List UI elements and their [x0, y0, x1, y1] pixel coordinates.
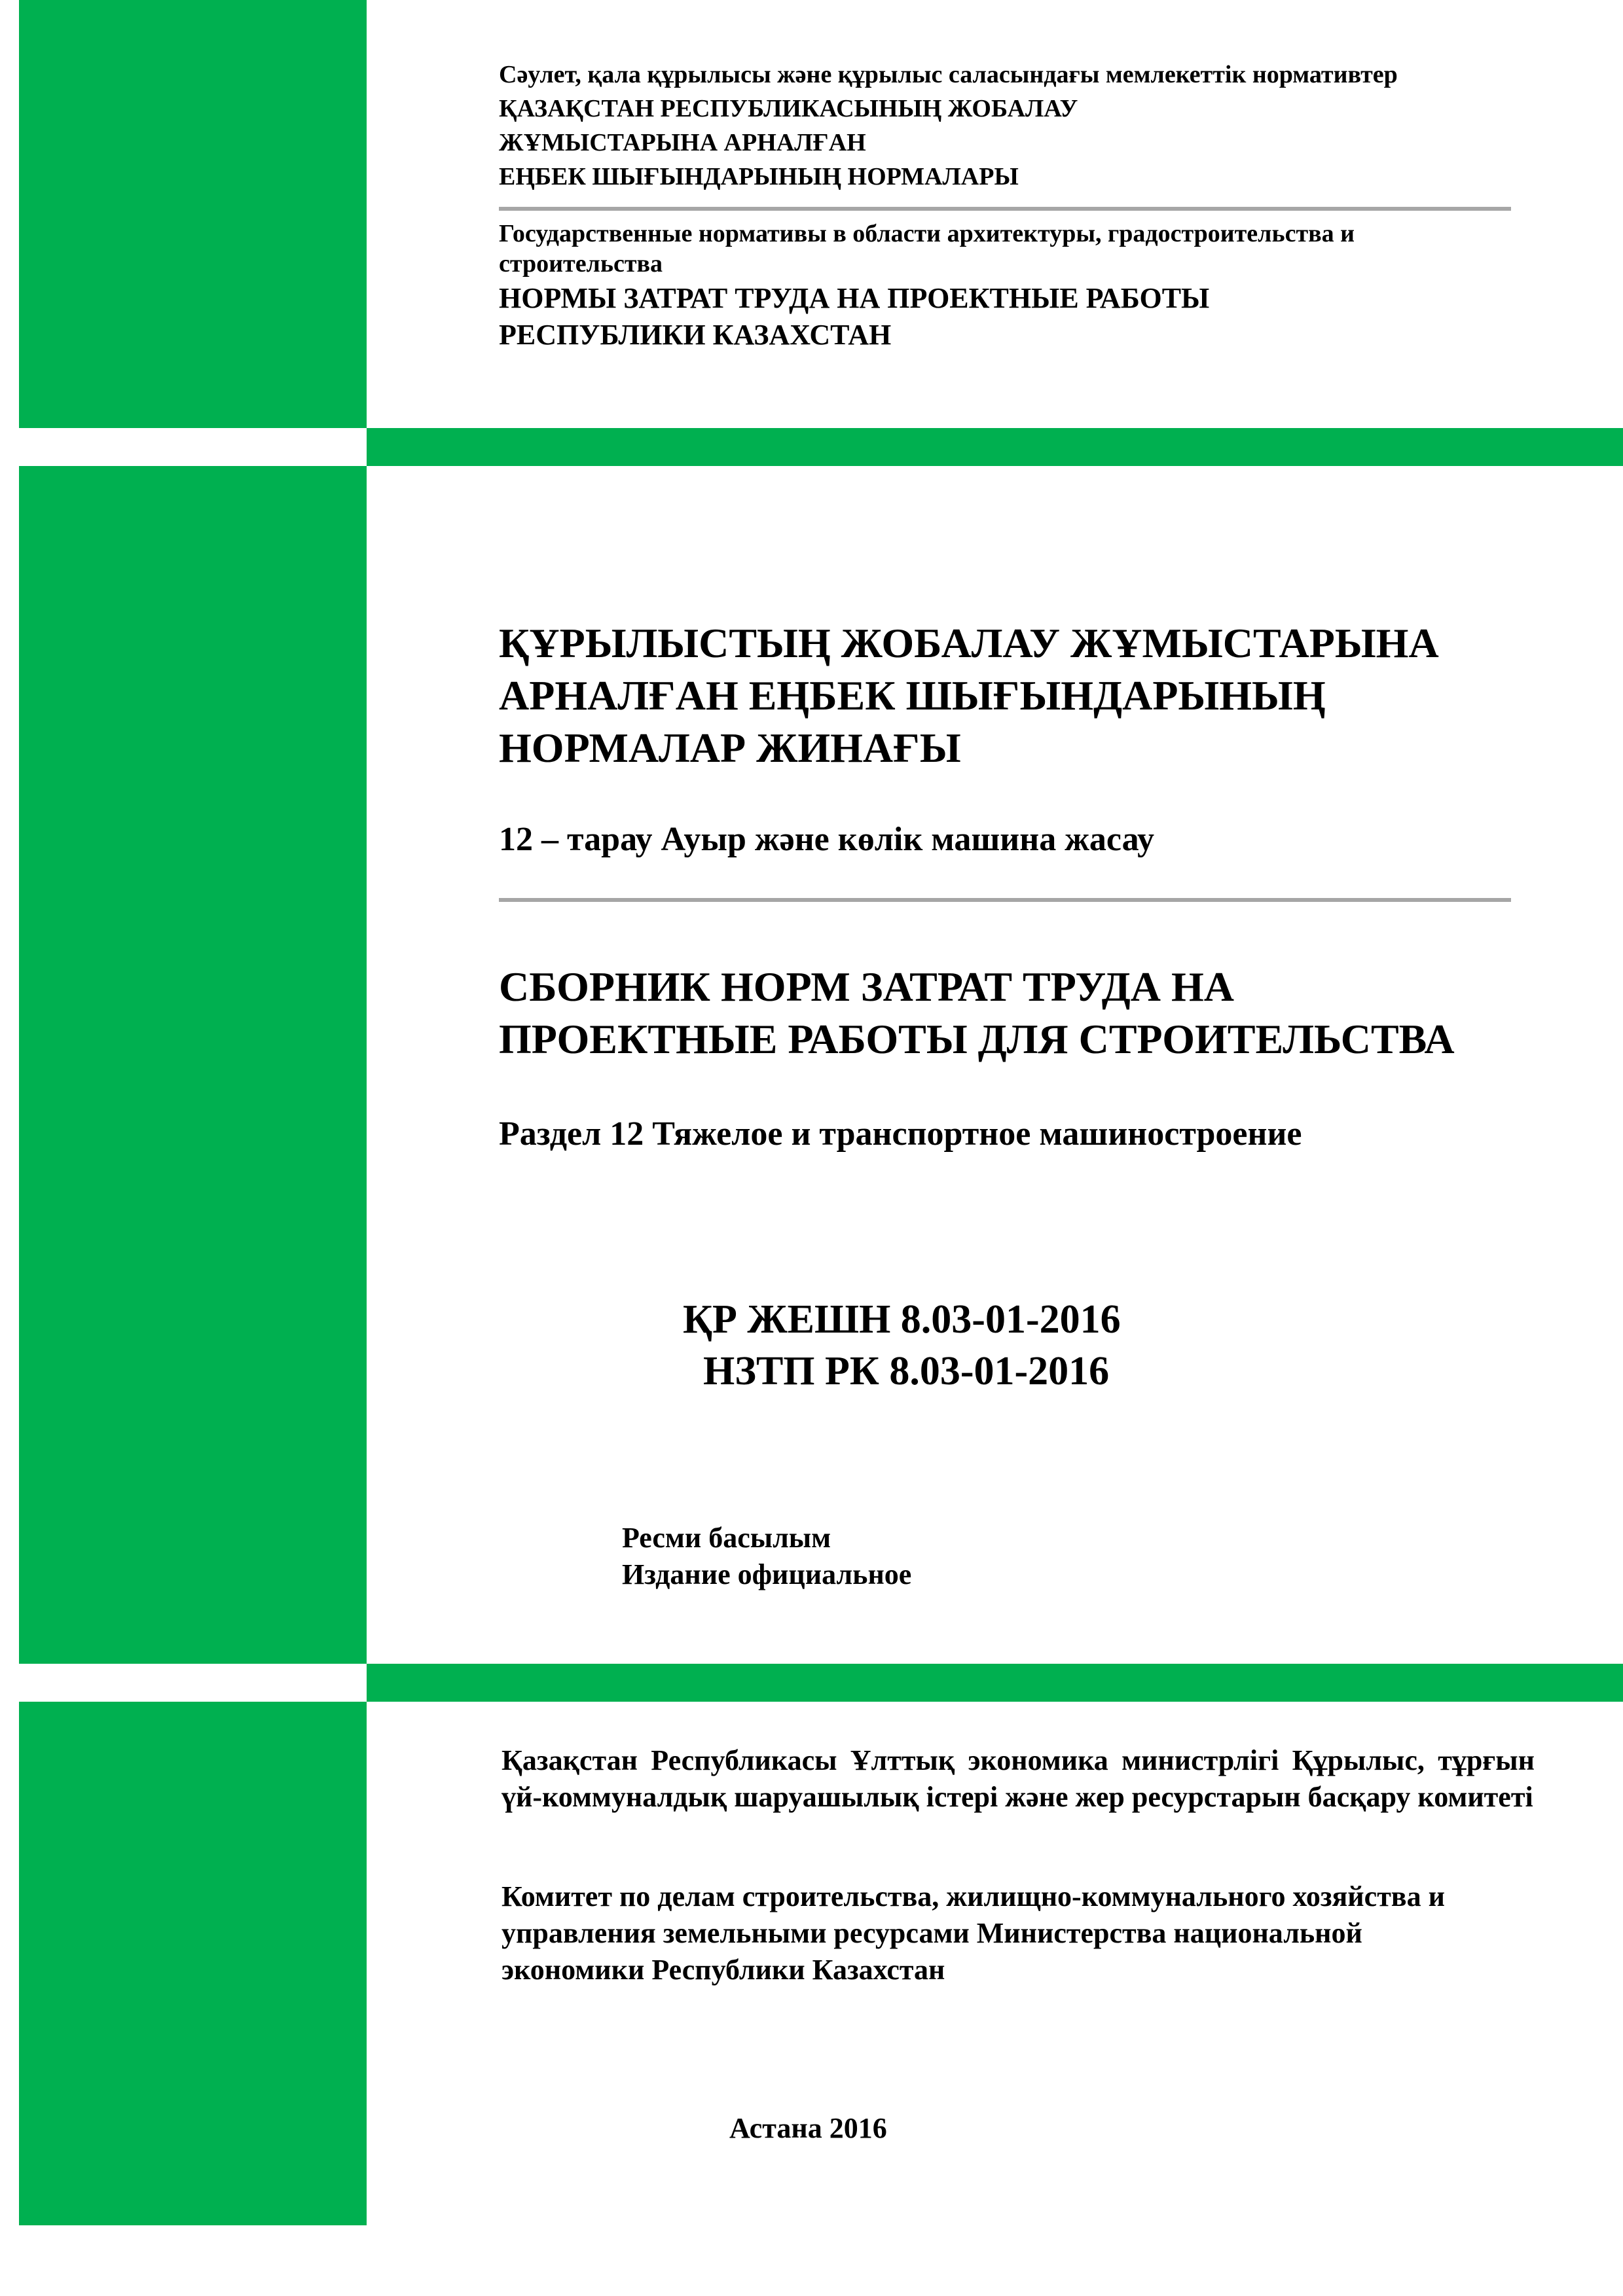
header-rus-block: [499, 219, 1468, 353]
green-block-middle-left: [19, 466, 367, 1664]
green-block-top-left: [19, 0, 367, 428]
code-rus: НЗТП РК 8.03-01-2016: [703, 1349, 1110, 1393]
edition-rus: Издание официальное: [622, 1558, 912, 1590]
rus-title-line-2: ПРОЕКТНЫЕ РАБОТЫ ДЛЯ СТРОИТЕЛЬСТВА: [499, 1016, 1455, 1062]
green-block-bottom-left: [19, 1702, 367, 2225]
header-kaz-line-1: Сәулет, қала құрылысы және құрылыс саласындағы мемлекеттік нормативтер: [499, 61, 1398, 88]
header-kaz-line-4: ЕҢБЕК ШЫҒЫНДАРЫНЫҢ НОРМАЛАРЫ: [499, 163, 1019, 190]
header-rus-subtitle: Государственные нормативы в области архитектуры, градостроительства и строительства: [499, 220, 1355, 278]
header-divider: [499, 207, 1511, 211]
header-kaz-line-3: ЖҰМЫСТАРЫНА АРНАЛҒАН: [499, 129, 866, 156]
kaz-section: 12 – тарау Ауыр және көлік машина жасау: [499, 821, 1154, 858]
main-divider: [499, 898, 1511, 902]
rus-title-line-1: СБОРНИК НОРМ ЗАТРАТ ТРУДА НА: [499, 963, 1234, 1010]
rus-committee: Комитет по делам строительства, жилищно-коммунального хозяйства и управления земельными ресурсами Министерства национальной экономики Республики Казахстан: [501, 1880, 1445, 1986]
rus-title: [499, 961, 1586, 1066]
city-year: Астана 2016: [729, 2112, 887, 2144]
kaz-title: [499, 617, 1559, 774]
kaz-committee: Қазақстан Республикасы Ұлттық экономика министрлігі Құрылыс, тұрғын үй-коммуналдық шаруашылық істері және жер ресурстарын басқару комитеті: [501, 1744, 1535, 1813]
kaz-title-line-3: НОРМАЛАР ЖИНАҒЫ: [499, 725, 961, 771]
green-stripe-lower: [367, 1664, 1623, 1702]
edition-kaz: Ресми басылым: [622, 1522, 831, 1554]
green-stripe-upper: [367, 428, 1623, 466]
kaz-title-line-2: АРНАЛҒАН ЕҢБЕК ШЫҒЫНДАРЫНЫҢ: [499, 672, 1326, 719]
header-rus-line-2: РЕСПУБЛИКИ КАЗАХСТАН: [499, 319, 892, 351]
rus-section: Раздел 12 Тяжелое и транспортное машиностроение: [499, 1115, 1302, 1153]
kaz-title-line-1: ҚҰРЫЛЫСТЫҢ ЖОБАЛАУ ЖҰМЫСТАРЫНА: [499, 620, 1439, 666]
header-kaz-line-2: ҚАЗАҚСТАН РЕСПУБЛИКАСЫНЫҢ ЖОБАЛАУ: [499, 95, 1078, 122]
header-rus-line-1: НОРМЫ ЗАТРАТ ТРУДА НА ПРОЕКТНЫЕ РАБОТЫ: [499, 282, 1210, 314]
header-kaz-block: [499, 58, 1533, 194]
code-kaz: ҚР ЖЕШН 8.03-01-2016: [683, 1297, 1121, 1342]
